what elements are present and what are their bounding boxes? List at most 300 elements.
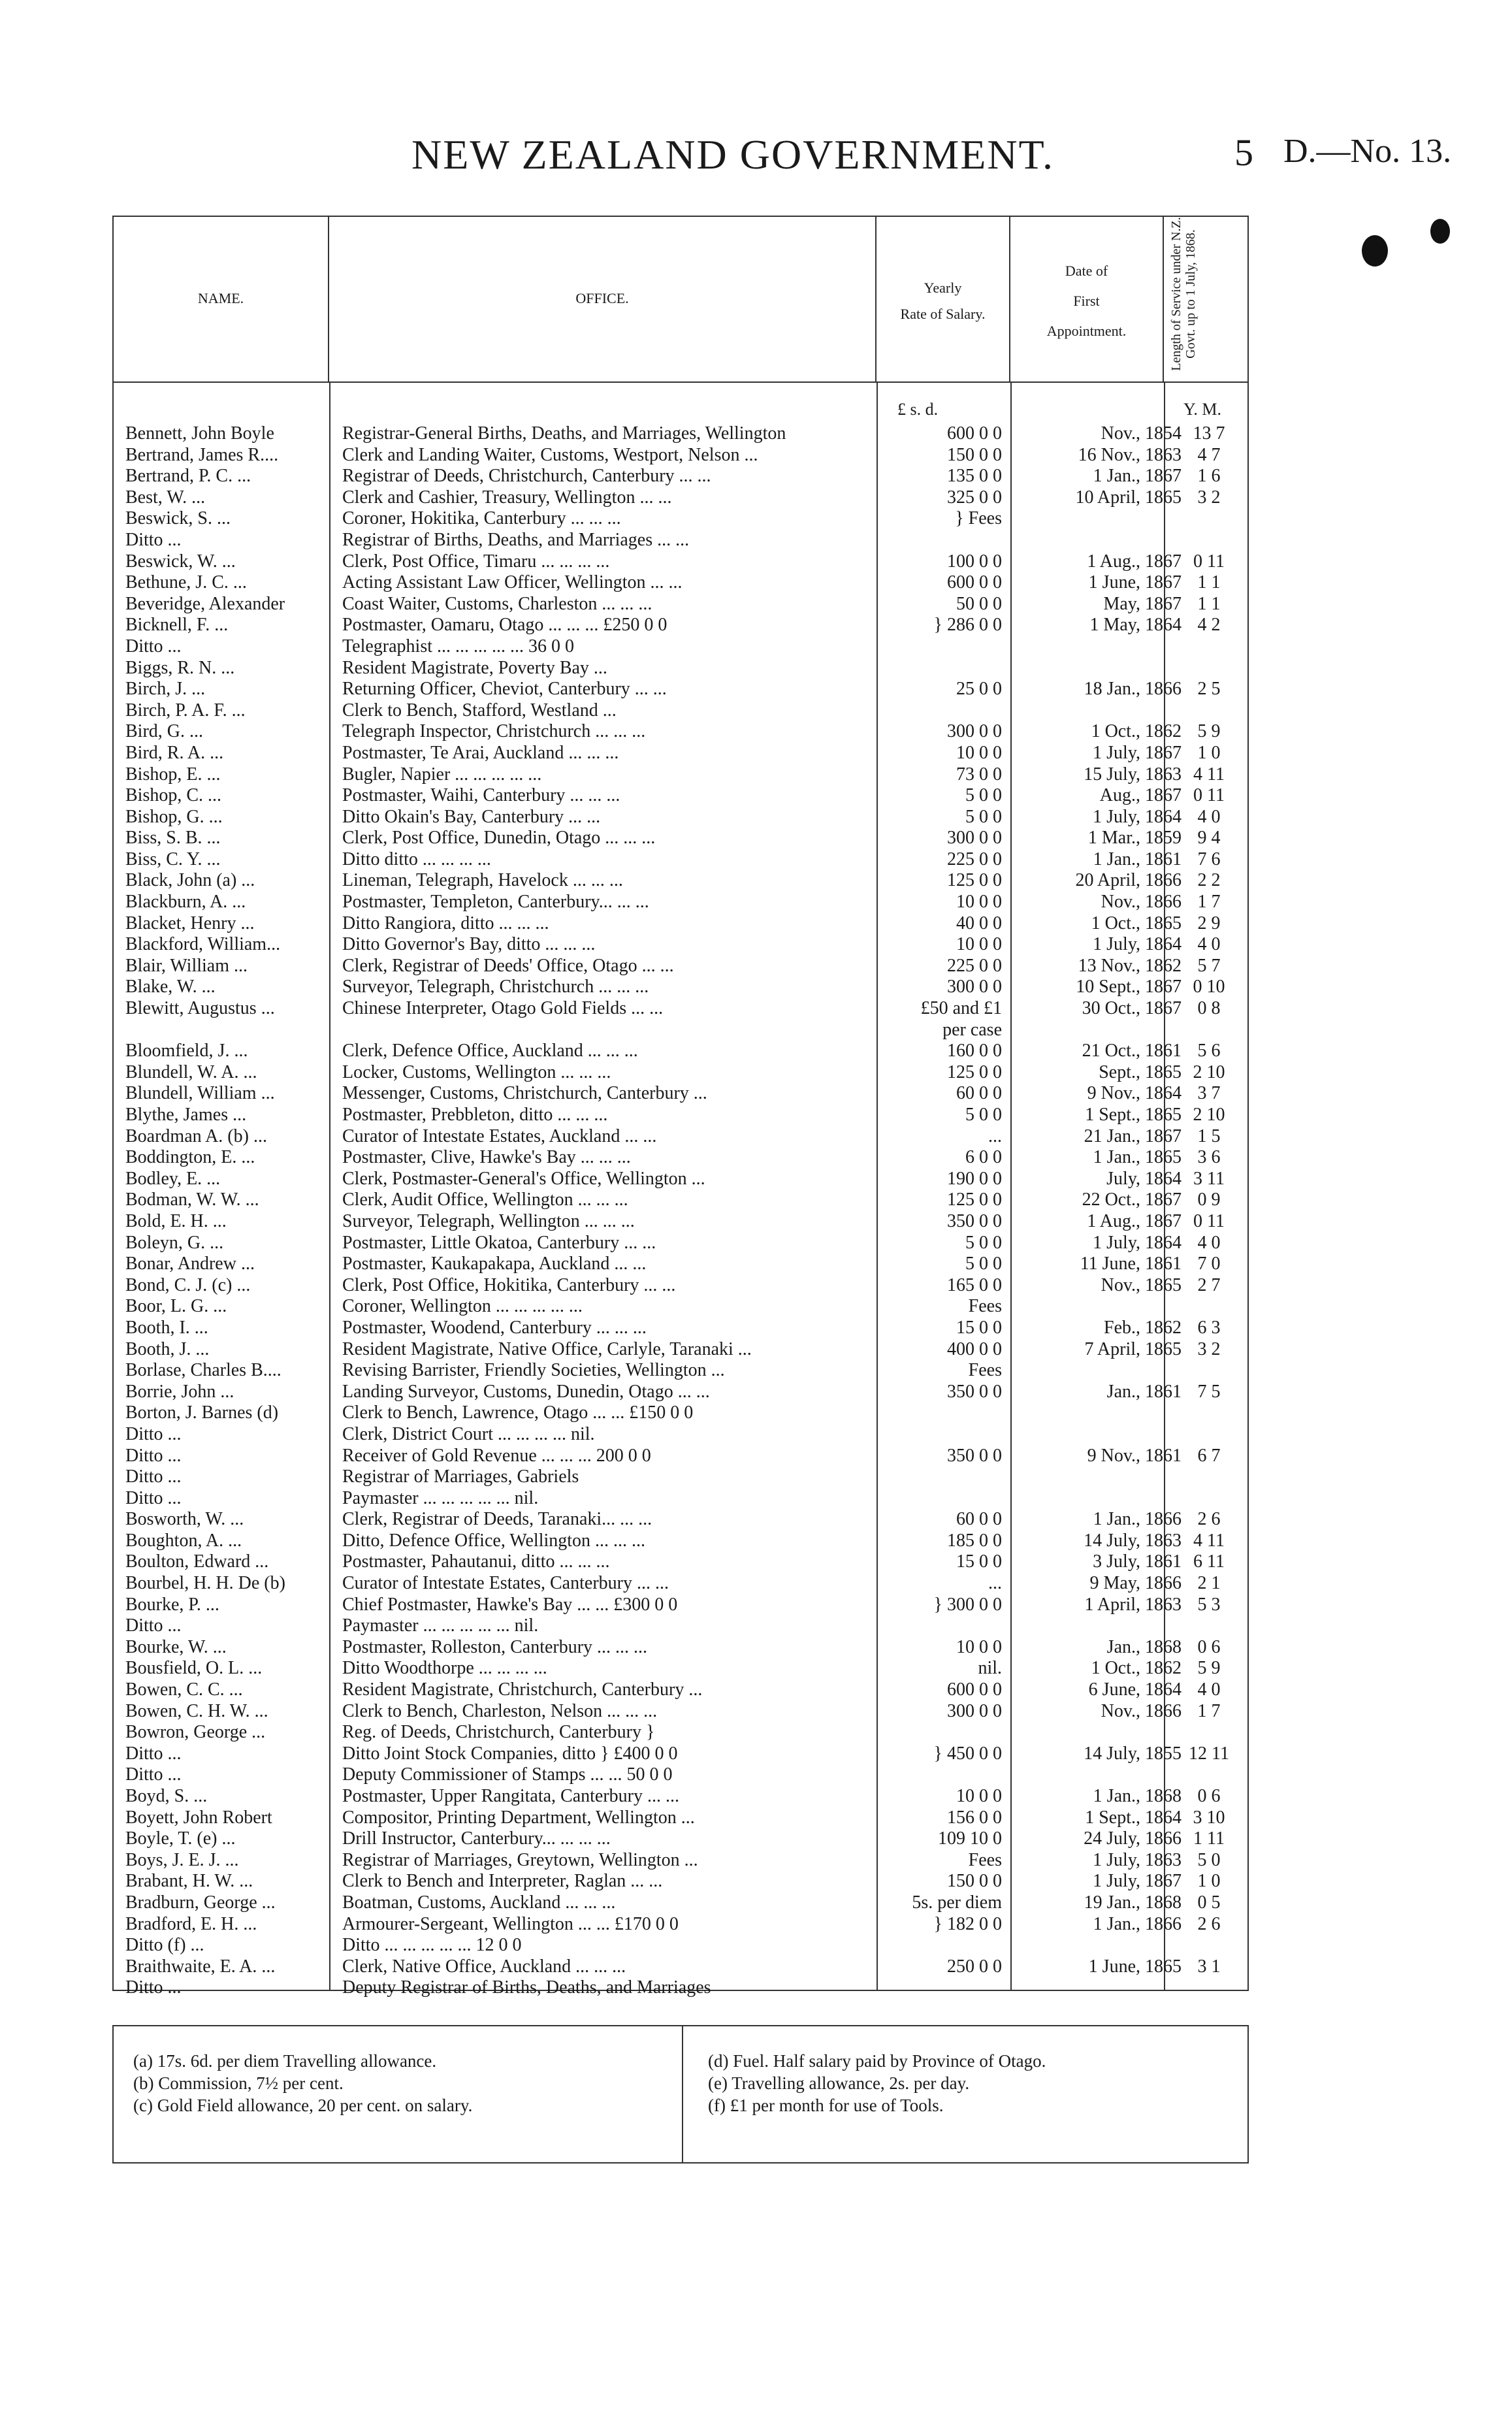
cell-salary: 5 0 0 (965, 785, 1002, 806)
cell-name: Bradford, E. H. ... (125, 1913, 257, 1934)
cell-date: 9 Nov., 1864 (1087, 1083, 1182, 1104)
cell-office: Clerk and Cashier, Treasury, Wellington ... ... (342, 487, 672, 508)
cell-salary: 350 0 0 (947, 1210, 1002, 1231)
cell-date: 1 July, 1864 (1093, 806, 1182, 827)
table-row (114, 1169, 1250, 1190)
cell-office: Clerk, Defence Office, Auckland ... ... ... (342, 1041, 638, 1062)
cell-salary: } 182 0 0 (933, 1913, 1002, 1934)
table-row (114, 1531, 1250, 1552)
cell-office: Resident Magistrate, Native Office, Carlyle, Taranaki ... (342, 1338, 752, 1359)
col-header-date-line2: First (1073, 293, 1100, 309)
cell-name: Bousfield, O. L. ... (125, 1658, 263, 1679)
cell-name: Blacket, Henry ... (125, 913, 255, 933)
table-row (114, 1041, 1250, 1062)
cell-name: Bodley, E. ... (125, 1168, 221, 1189)
cell-name: Blair, William ... (125, 955, 248, 976)
cell-salary: 600 0 0 (947, 423, 1002, 444)
cell-date: 1 July, 1864 (1093, 1232, 1182, 1253)
cell-date: 1 Mar., 1859 (1087, 828, 1182, 849)
cell-office: Paymaster ... ... ... ... ... nil. (342, 1487, 539, 1508)
cell-office: Registrar of Marriages, Greytown, Wellington ... (342, 1849, 698, 1870)
col-header-length-label: Length of Service under N.Z. Govt. up to 1 July, 1868. (1169, 217, 1198, 371)
cell-length: 0 9 (1197, 1190, 1221, 1210)
cell-length: 4 11 (1193, 764, 1225, 785)
cell-name: Bond, C. J. (c) ... (125, 1274, 251, 1295)
table-row (114, 1701, 1250, 1723)
cell-name: Boyett, John Robert (125, 1807, 272, 1828)
cell-salary: 400 0 0 (947, 1338, 1002, 1359)
cell-office: Postmaster, Pahautanui, ditto ... ... ... (342, 1551, 610, 1572)
table-row (114, 1083, 1250, 1105)
cell-date: May, 1867 (1103, 593, 1182, 614)
cell-office: Curator of Intestate Estates, Auckland ... ... (342, 1126, 657, 1146)
cell-length: 1 1 (1197, 572, 1221, 593)
cell-date: 1 Sept., 1864 (1085, 1807, 1182, 1828)
cell-length: 6 11 (1193, 1551, 1225, 1572)
cell-office: Registrar of Marriages, Gabriels (342, 1467, 579, 1487)
table-row (114, 1254, 1250, 1275)
cell-office: Registrar of Births, Deaths, and Marriages ... ... (342, 529, 690, 550)
cell-office: Postmaster, Oamaru, Otago ... ... ... £250 0 0 (342, 615, 668, 636)
cell-length: 4 0 (1197, 1232, 1221, 1253)
cell-name: Ditto ... (125, 1977, 182, 1998)
cell-name: Blackford, William... (125, 934, 281, 955)
cell-salary: 125 0 0 (947, 870, 1002, 891)
cell-name: Bird, G. ... (125, 721, 203, 742)
cell-office: Armourer-Sergeant, Wellington ... ... £170 0 0 (342, 1913, 679, 1934)
cell-salary: 6 0 0 (965, 1147, 1002, 1168)
table-row (114, 1446, 1250, 1467)
cell-office: Clerk to Bench and Interpreter, Raglan ... ... (342, 1871, 663, 1892)
cell-name: Booth, J. ... (125, 1338, 210, 1359)
cell-salary: 325 0 0 (947, 487, 1002, 508)
table-row (114, 956, 1250, 977)
table-row (114, 1595, 1250, 1616)
cell-office: Coast Waiter, Customs, Charleston ... ... ... (342, 593, 652, 614)
cell-length: 2 6 (1197, 1913, 1221, 1934)
cell-salary: 10 0 0 (956, 742, 1002, 763)
table-row (114, 1658, 1250, 1679)
cell-office: Reg. of Deeds, Christchurch, Canterbury } (342, 1722, 655, 1743)
cell-name: Bishop, C. ... (125, 785, 222, 806)
cell-salary: £50 and £1 (920, 998, 1002, 1019)
footnote: (f) £1 per month for use of Tools. (708, 2096, 944, 2115)
table-row (114, 1551, 1250, 1573)
cell-salary: } 300 0 0 (933, 1594, 1002, 1615)
cell-date: 20 April, 1866 (1075, 870, 1182, 891)
cell-office: Lineman, Telegraph, Havelock ... ... ... (342, 870, 623, 891)
col-header-name (114, 217, 329, 381)
cell-salary: 125 0 0 (947, 1062, 1002, 1082)
table-row (114, 1062, 1250, 1084)
cell-date: 18 Jan., 1866 (1084, 679, 1182, 700)
cell-name: Bertrand, James R.... (125, 444, 279, 465)
cell-salary: 10 0 0 (956, 1786, 1002, 1806)
cell-name: Bird, R. A. ... (125, 742, 224, 763)
cell-name: Biss, S. B. ... (125, 828, 221, 849)
footnotes (112, 2025, 1249, 2164)
cell-office: Chinese Interpreter, Otago Gold Fields ... ... (342, 998, 664, 1019)
cell-length: 7 6 (1197, 849, 1221, 869)
cell-office: Telegraphist ... ... ... ... ... 36 0 0 (342, 636, 574, 656)
cell-office: Registrar-General Births, Deaths, and Marriages, Wellington (342, 423, 786, 444)
ink-blot (1362, 235, 1388, 267)
table-row (114, 1679, 1250, 1701)
cell-office: Acting Assistant Law Officer, Wellington ... ... (342, 572, 683, 593)
cell-office: Resident Magistrate, Christchurch, Canterbury ... (342, 1679, 703, 1700)
cell-date: 1 Jan., 1867 (1093, 466, 1182, 487)
cell-name: Ditto ... (125, 1487, 182, 1508)
cell-office: Postmaster, Te Arai, Auckland ... ... ... (342, 742, 619, 763)
cell-name: Ditto ... (125, 1445, 182, 1466)
cell-office: Postmaster, Rolleston, Canterbury ... ... ... (342, 1636, 648, 1657)
cell-date: Sept., 1865 (1099, 1062, 1182, 1082)
cell-length: 0 8 (1197, 998, 1221, 1019)
cell-length: 4 0 (1197, 934, 1221, 955)
cell-date: Nov., 1866 (1101, 1700, 1182, 1721)
cell-name: Boughton, A. ... (125, 1530, 242, 1551)
table-row (114, 1402, 1250, 1424)
cell-salary: 60 0 0 (956, 1083, 1002, 1104)
cell-office: Drill Instructor, Canterbury... ... ... ... (342, 1828, 611, 1849)
cell-length: 0 11 (1193, 1210, 1225, 1231)
cell-length: 0 10 (1193, 977, 1225, 997)
table-row (114, 764, 1250, 786)
cell-salary: } 450 0 0 (933, 1743, 1002, 1764)
cell-date: 1 Aug., 1867 (1087, 1210, 1182, 1231)
cell-date: 1 Jan., 1866 (1093, 1509, 1182, 1530)
cell-length: 5 7 (1197, 955, 1221, 976)
table-row (114, 1722, 1250, 1743)
col-header-length (1164, 217, 1247, 381)
table-row (114, 615, 1250, 636)
cell-length: 3 10 (1193, 1807, 1225, 1828)
cell-name: Best, W. ... (125, 487, 206, 508)
cell-length: 2 10 (1193, 1105, 1225, 1125)
cell-name: Bold, E. H. ... (125, 1210, 227, 1231)
table-row (114, 1786, 1250, 1807)
cell-salary: per case (942, 1019, 1002, 1040)
cell-name: Bertrand, P. C. ... (125, 466, 251, 487)
cell-date: 11 June, 1861 (1080, 1254, 1182, 1274)
col-header-office-label: OFFICE. (575, 290, 629, 306)
cell-salary: 109 10 0 (938, 1828, 1002, 1849)
table-row (114, 1105, 1250, 1126)
cell-salary: 600 0 0 (947, 1679, 1002, 1700)
cell-name: Blundell, W. A. ... (125, 1062, 257, 1082)
cell-name: Bourke, W. ... (125, 1636, 227, 1657)
table-row (114, 977, 1250, 998)
cell-date: Jan., 1868 (1106, 1636, 1182, 1657)
cell-name: Beswick, S. ... (125, 508, 231, 529)
cell-salary: } Fees (955, 508, 1002, 529)
table-row (114, 828, 1250, 849)
table-row (114, 1275, 1250, 1297)
table-row (114, 1935, 1250, 1956)
cell-office: Clerk, Audit Office, Wellington ... ... ... (342, 1190, 628, 1210)
table-row (114, 658, 1250, 679)
cell-name: Black, John (a) ... (125, 870, 255, 891)
cell-salary: 5 0 0 (965, 1232, 1002, 1253)
table-row (114, 466, 1250, 487)
cell-salary: 73 0 0 (956, 764, 1002, 785)
cell-date: 1 May, 1864 (1089, 615, 1182, 636)
table-row (114, 551, 1250, 573)
cell-name: Boys, J. E. J. ... (125, 1849, 239, 1870)
table-row (114, 487, 1250, 509)
cell-salary: 125 0 0 (947, 1190, 1002, 1210)
table-row (114, 998, 1250, 1020)
cell-name: Birch, P. A. F. ... (125, 700, 246, 721)
cell-name: Bourbel, H. H. De (b) (125, 1573, 285, 1594)
cell-office: Compositor, Printing Department, Wellington ... (342, 1807, 695, 1828)
cell-salary: 100 0 0 (947, 551, 1002, 572)
table-row (114, 1233, 1250, 1254)
table-row (114, 445, 1250, 466)
cell-length: 1 6 (1197, 466, 1221, 487)
cell-date: 3 July, 1861 (1093, 1551, 1182, 1572)
length-units: Y. M. (1183, 400, 1222, 419)
cell-salary: 185 0 0 (947, 1530, 1002, 1551)
cell-name: Boulton, Edward ... (125, 1551, 269, 1572)
cell-name: Brabant, H. W. ... (125, 1871, 253, 1892)
footnote: (a) 17s. 6d. per diem Travelling allowance. (133, 2051, 437, 2071)
cell-salary: 10 0 0 (956, 1636, 1002, 1657)
cell-date: 1 Sept., 1865 (1085, 1105, 1182, 1125)
cell-date: 1 Jan., 1865 (1093, 1147, 1182, 1168)
cell-date: 19 Jan., 1868 (1084, 1892, 1182, 1913)
cell-name: Boddington, E. ... (125, 1147, 255, 1168)
col-header-date-line1: Date of (1065, 263, 1108, 279)
cell-salary: 300 0 0 (947, 977, 1002, 997)
cell-length: 9 4 (1197, 828, 1221, 849)
table-row (114, 572, 1250, 594)
staff-table (112, 216, 1249, 1998)
cell-office: Clerk, District Court ... ... ... ... nil. (342, 1423, 595, 1444)
cell-name: Bicknell, F. ... (125, 615, 229, 636)
cell-length: 1 7 (1197, 1700, 1221, 1721)
cell-salary: 350 0 0 (947, 1445, 1002, 1466)
footnote: (d) Fuel. Half salary paid by Province of Otago. (708, 2051, 1046, 2071)
cell-office: Ditto Rangiora, ditto ... ... ... (342, 913, 549, 933)
col-header-date (1010, 217, 1164, 381)
cell-office: Resident Magistrate, Poverty Bay ... (342, 657, 607, 678)
cell-name: Biss, C. Y. ... (125, 849, 221, 869)
cell-length: 1 11 (1193, 1828, 1225, 1849)
cell-length: 12 11 (1189, 1743, 1229, 1764)
cell-name: Ditto (f) ... (125, 1935, 204, 1956)
table-row (114, 1977, 1250, 1999)
cell-length: 3 6 (1197, 1147, 1221, 1168)
cell-office: Paymaster ... ... ... ... ... nil. (342, 1615, 539, 1636)
cell-length: 0 11 (1193, 785, 1225, 806)
cell-office: Postmaster, Templeton, Canterbury... ... ... (342, 892, 649, 913)
cell-salary: 10 0 0 (956, 934, 1002, 955)
cell-office: Curator of Intestate Estates, Canterbury ... ... (342, 1573, 669, 1594)
cell-office: Clerk, Registrar of Deeds, Taranaki... ... ... (342, 1509, 652, 1530)
cell-salary: 160 0 0 (947, 1041, 1002, 1062)
cell-name: Borton, J. Barnes (d) (125, 1402, 279, 1423)
table-row (114, 1615, 1250, 1637)
table-row (114, 508, 1250, 530)
cell-name: Booth, I. ... (125, 1317, 208, 1338)
cell-salary: Fees (968, 1360, 1002, 1381)
cell-salary: 15 0 0 (956, 1551, 1002, 1572)
cell-salary: ... (988, 1126, 1002, 1146)
cell-length: 4 0 (1197, 806, 1221, 827)
cell-office: Ditto ditto ... ... ... ... (342, 849, 491, 869)
cell-date: Jan., 1861 (1106, 1381, 1182, 1402)
cell-name: Boor, L. G. ... (125, 1296, 227, 1317)
col-header-name-label: NAME. (197, 290, 244, 306)
table-row (114, 530, 1250, 551)
cell-name: Ditto ... (125, 1764, 182, 1785)
cell-salary: nil. (978, 1658, 1002, 1679)
cell-length: 5 9 (1197, 721, 1221, 742)
cell-length: 1 1 (1197, 593, 1221, 614)
cell-date: July, 1864 (1106, 1168, 1182, 1189)
cell-name: Ditto ... (125, 1743, 182, 1764)
cell-office: Ditto Joint Stock Companies, ditto } £400 0 0 (342, 1743, 678, 1764)
cell-date: Feb., 1862 (1104, 1317, 1182, 1338)
cell-salary: 165 0 0 (947, 1274, 1002, 1295)
table-row (114, 1126, 1250, 1148)
table-row (114, 1743, 1250, 1765)
cell-name: Bishop, E. ... (125, 764, 221, 785)
cell-length: 2 10 (1193, 1062, 1225, 1082)
cell-name: Bowron, George ... (125, 1722, 266, 1743)
cell-name: Bethune, J. C. ... (125, 572, 247, 593)
cell-length: 5 0 (1197, 1849, 1221, 1870)
cell-length: 2 7 (1197, 1274, 1221, 1295)
cell-name: Blake, W. ... (125, 977, 216, 997)
cell-salary: 190 0 0 (947, 1168, 1002, 1189)
cell-length: 5 9 (1197, 1658, 1221, 1679)
cell-name: Bowen, C. C. ... (125, 1679, 243, 1700)
cell-salary: } 286 0 0 (933, 615, 1002, 636)
cell-length: 6 7 (1197, 1445, 1221, 1466)
cell-office: Receiver of Gold Revenue ... ... ... 200 0 0 (342, 1445, 651, 1466)
cell-name: Bonar, Andrew ... (125, 1254, 255, 1274)
cell-salary: 150 0 0 (947, 1871, 1002, 1892)
table-row (114, 1764, 1250, 1786)
cell-date: 9 May, 1866 (1089, 1573, 1182, 1594)
cell-office: Deputy Registrar of Births, Deaths, and Marriages (342, 1977, 711, 1998)
cell-salary: 150 0 0 (947, 444, 1002, 465)
cell-office: Ditto Okain's Bay, Canterbury ... ... (342, 806, 601, 827)
table-row (114, 892, 1250, 913)
cell-salary: ... (988, 1573, 1002, 1594)
table-row (114, 1488, 1250, 1510)
cell-date: 10 April, 1865 (1075, 487, 1182, 508)
table-row (114, 594, 1250, 615)
cell-salary: 5 0 0 (965, 1254, 1002, 1274)
cell-date: 1 July, 1867 (1093, 1871, 1182, 1892)
cell-date: 7 April, 1865 (1084, 1338, 1182, 1359)
cell-name: Ditto ... (125, 636, 182, 656)
table-row (114, 1147, 1250, 1169)
cell-salary: 350 0 0 (947, 1381, 1002, 1402)
table-row (114, 870, 1250, 892)
cell-office: Clerk and Landing Waiter, Customs, Westport, Nelson ... (342, 444, 758, 465)
cell-name: Blundell, William ... (125, 1083, 275, 1104)
col-header-office (329, 217, 877, 381)
cell-length: 2 1 (1197, 1573, 1221, 1594)
cell-name: Ditto ... (125, 1467, 182, 1487)
cell-office: Locker, Customs, Wellington ... ... ... (342, 1062, 611, 1082)
table-row (114, 1828, 1250, 1850)
cell-name: Blackburn, A. ... (125, 892, 246, 913)
cell-date: 1 April, 1863 (1084, 1594, 1182, 1615)
cell-length: 0 5 (1197, 1892, 1221, 1913)
cell-salary: 135 0 0 (947, 466, 1002, 487)
cell-date: 6 June, 1864 (1088, 1679, 1182, 1700)
cell-length: 5 3 (1197, 1594, 1221, 1615)
cell-date: Aug., 1867 (1099, 785, 1182, 806)
cell-date: 1 July, 1867 (1093, 742, 1182, 763)
cell-date: 21 Oct., 1861 (1082, 1041, 1182, 1062)
cell-length: 1 0 (1197, 742, 1221, 763)
cell-office: Postmaster, Clive, Hawke's Bay ... ... ... (342, 1147, 631, 1168)
cell-office: Clerk, Post Office, Timaru ... ... ... ... (342, 551, 610, 572)
cell-name: Biggs, R. N. ... (125, 657, 235, 678)
table-row (114, 807, 1250, 828)
cell-name: Borlase, Charles B.... (125, 1360, 281, 1381)
cell-name: Bosworth, W. ... (125, 1509, 244, 1530)
table-row (114, 1956, 1250, 1978)
cell-office: Returning Officer, Cheviot, Canterbury ... ... (342, 679, 667, 700)
col-header-salary-line1: Yearly (924, 280, 962, 296)
cell-salary: 300 0 0 (947, 828, 1002, 849)
cell-length: 7 5 (1197, 1381, 1221, 1402)
cell-length: 4 11 (1193, 1530, 1225, 1551)
cell-office: Surveyor, Telegraph, Christchurch ... ... ... (342, 977, 649, 997)
table-row (114, 785, 1250, 807)
cell-name: Blewitt, Augustus ... (125, 998, 275, 1019)
cell-date: 16 Nov., 1863 (1078, 444, 1182, 465)
table-row (114, 849, 1250, 871)
table-row (114, 913, 1250, 935)
col-header-salary-line2: Rate of Salary. (900, 306, 986, 322)
cell-name: Birch, J. ... (125, 679, 206, 700)
cell-salary: 600 0 0 (947, 572, 1002, 593)
table-row (114, 1339, 1250, 1361)
cell-office: Chief Postmaster, Hawke's Bay ... ... £300 0 0 (342, 1594, 678, 1615)
cell-office: Postmaster, Kaukapakapa, Auckland ... ... (342, 1254, 647, 1274)
footnote: (e) Travelling allowance, 2s. per day. (708, 2073, 970, 2093)
col-header-date-line3: Appointment. (1046, 323, 1127, 339)
cell-name: Beveridge, Alexander (125, 593, 285, 614)
cell-office: Clerk, Registrar of Deeds' Office, Otago ... ... (342, 955, 674, 976)
cell-office: Postmaster, Upper Rangitata, Canterbury ... ... (342, 1786, 679, 1806)
cell-office: Postmaster, Prebbleton, ditto ... ... ... (342, 1105, 608, 1125)
table-body (114, 423, 1250, 1999)
cell-salary: 300 0 0 (947, 1700, 1002, 1721)
cell-salary: 10 0 0 (956, 892, 1002, 913)
cell-date: 14 July, 1863 (1084, 1530, 1182, 1551)
col-header-salary (877, 217, 1010, 381)
table-row (114, 1020, 1250, 1041)
cell-date: 1 Oct., 1862 (1091, 1658, 1182, 1679)
cell-salary: 5 0 0 (965, 1105, 1002, 1125)
cell-office: Clerk, Post Office, Hokitika, Canterbury ... ... (342, 1274, 676, 1295)
cell-length: 4 7 (1197, 444, 1221, 465)
cell-salary: 5 0 0 (965, 806, 1002, 827)
cell-office: Postmaster, Waihi, Canterbury ... ... ... (342, 785, 620, 806)
cell-length: 3 2 (1197, 1338, 1221, 1359)
ink-blot (1430, 219, 1450, 244)
cell-office: Messenger, Customs, Christchurch, Canterbury ... (342, 1083, 707, 1104)
